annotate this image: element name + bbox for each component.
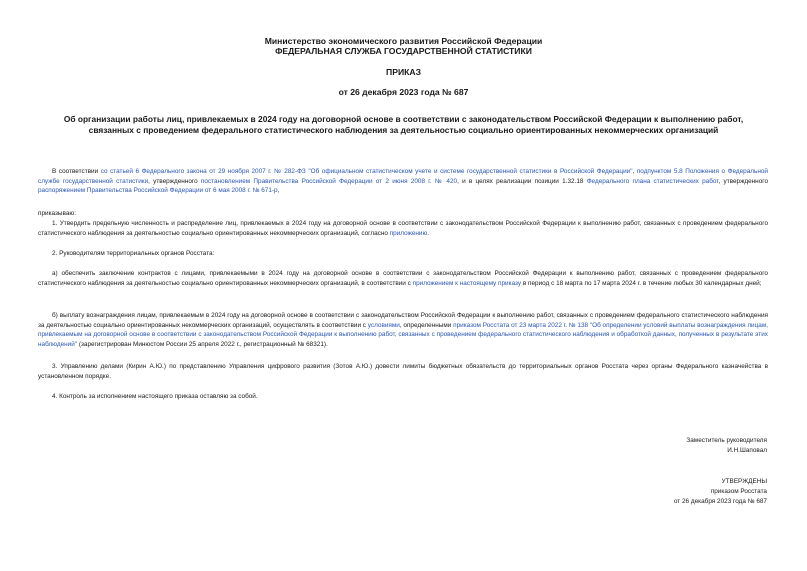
- item-2a-text-end: в период с 18 марта по 17 марта 2024 г. в течение любых 30 календарных дней;: [521, 279, 762, 287]
- item-2a-text: а) обеспечить заключение контрактов с лицами, привлекаемыми в 2024 году на договорной основе в соответствии с законодательством Российской Федерации к выполнению работ, связанных с проведением федерального статистического наблюдения за деятельностью социально ориентированных некоммерческих организаций, в соответствии с: [38, 270, 768, 287]
- order-word: приказываю:: [38, 210, 76, 217]
- signature-position: Заместитель руководителя: [686, 437, 767, 444]
- link-government-decree-420[interactable]: постановлением Правительства Российской Федерации от 2 июня 2008 г. № 420: [200, 177, 458, 185]
- link-regulation-5-8[interactable]: подпунктом 5.8 Положения о Федеральной службе государственной статистики: [38, 168, 768, 185]
- item-1-paragraph: [38, 219, 768, 238]
- signature-name: И.Н.Шаповал: [727, 447, 767, 454]
- item-2-paragraph: 2. Руководителям территориальных органов Росстата:: [52, 250, 215, 257]
- item-2b-text: б) выплату вознаграждения лицам, привлекаемым в 2024 году на договорной основе в соответствии с законодательством Российской Федерации к выполнению работ, связанных с проведением федерального статистического наблюдения за деятельностью социально ориентированных некоммерческих организаций, осуществлять в соответствии с: [38, 312, 768, 329]
- link-rosstat-order-138[interactable]: приказом Росстата от 23 марта 2022 г. № 138 "Об определении условий выплаты вознаграждения лицам, привлекаемым на договорной основе в соответствии с законодательством Российской Федерации к выполнению работ, связанных с проведением федерального статистического наблюдения и обработкой данных, полученных в результате этих наблюдений": [38, 321, 769, 348]
- approval-by: приказом Росстата: [710, 488, 767, 495]
- item-3-paragraph: 3. Управлению делами (Кирин А.Ю.) по представлению Управления цифрового развития (Зотов А.Ю.) довести лимиты бюджетных обязательств до территориальных органов Росстата через органы Федерального казначейства в установленном порядке.: [38, 363, 768, 380]
- item-2b-text-2: , определенными: [399, 321, 454, 329]
- document-type: ПРИКАЗ: [386, 67, 421, 77]
- ministry-name: Министерство экономического развития Российской Федерации: [264, 36, 543, 46]
- preamble-text-5: , утвержденного: [718, 177, 769, 185]
- document-title-line-2: связанных с проведением федерального статистического наблюдения за деятельностью социально ориентированных некоммерческих организаций: [88, 125, 719, 135]
- preamble-text-4: , и в целях реализации позиции 1.32.18: [457, 177, 587, 185]
- preamble-paragraph: [38, 167, 768, 196]
- document-title-line-1: Об организации работы лиц, привлекаемых в 2024 году на договорной основе в соответствии с законодательством Российской Федерации к выполнению работ,: [63, 114, 744, 124]
- approval-date: от 26 декабря 2023 года № 687: [673, 498, 767, 505]
- link-conditions[interactable]: условиями: [367, 321, 400, 329]
- document-date-number: от 26 декабря 2023 года № 687: [338, 87, 469, 97]
- item-2a-paragraph: [38, 269, 768, 288]
- item-1-text-end: .: [427, 229, 430, 237]
- item-1-text: 1. Утвердить предельную численность и распределение лиц, привлекаемых в 2024 году на договорной основе в соответствии с законодательством Российской Федерации к выполнению работ, связанных с проведением федерального статистического наблюдения за деятельностью социально ориентированных некоммерческих организаций, согласно: [38, 220, 768, 237]
- preamble-text-6: ,: [277, 187, 280, 195]
- link-law-282-fz[interactable]: со статьей 6 Федерального закона от 29 ноября 2007 г. № 282-ФЗ "Об официальном статистическом учете и системе государственной статистики в Российской Федерации": [100, 168, 633, 175]
- link-appendix[interactable]: приложению: [389, 229, 428, 237]
- item-2b-paragraph: [38, 311, 768, 349]
- item-2b-text-end: (зарегистрирован Минюстом России 25 апреля 2022 г., регистрационный № 68321).: [77, 340, 328, 348]
- item-4-paragraph: 4. Контроль за исполнением настоящего приказа оставляю за собой.: [52, 393, 258, 400]
- preamble-text-3: , утвержденного: [148, 177, 201, 185]
- service-name: ФЕДЕРАЛЬНАЯ СЛУЖБА ГОСУДАРСТВЕННОЙ СТАТИСТИКИ: [275, 46, 532, 56]
- link-federal-plan[interactable]: Федерального плана статистических работ: [586, 177, 719, 185]
- link-appendix-to-order[interactable]: приложением к настоящему приказу: [412, 279, 522, 287]
- preamble-text-2: ,: [632, 168, 637, 175]
- preamble-text-1: В соответствии: [52, 168, 101, 175]
- approval-word: УТВЕРЖДЕНЫ: [721, 478, 767, 485]
- link-order-671-r[interactable]: распоряжением Правительства Российской Федерации от 6 мая 2008 г. № 671-р: [38, 187, 278, 195]
